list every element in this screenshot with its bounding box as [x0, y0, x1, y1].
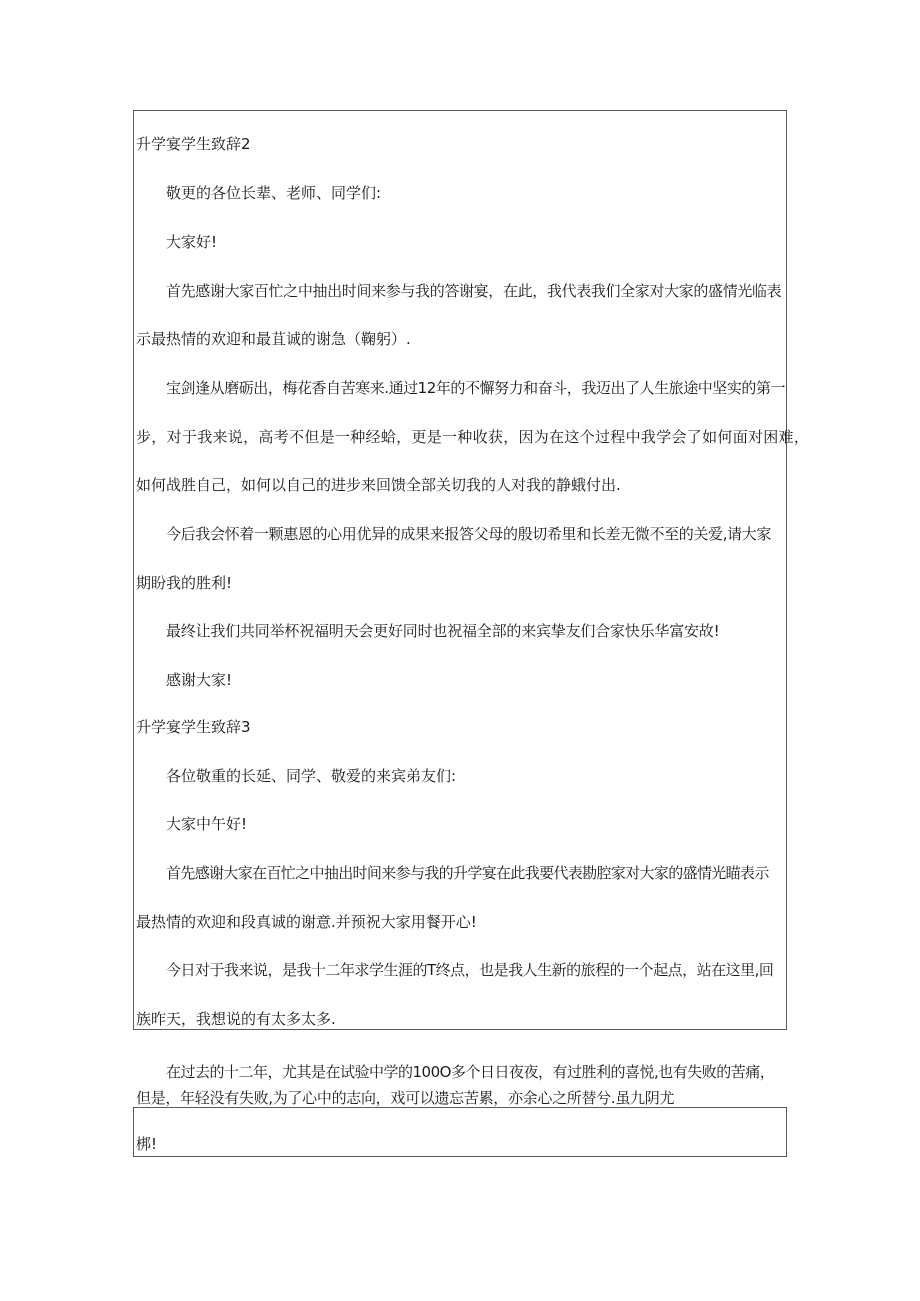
- paragraph-line: 今日对于我来说，是我十二年求学生涯的T终点，也是我人生新的旅程的一个起点，站在这里,回: [166, 961, 774, 979]
- document-frame-1: [133, 110, 787, 1030]
- paragraph-line: 族昨天，我想说的有太多太多.: [136, 1010, 336, 1028]
- section-heading-2: 升学宴学生致辞2: [136, 135, 251, 153]
- hello-line: 大家中午好!: [166, 815, 248, 833]
- paragraph-line: 步，对于我来说，高考不但是一种经蛤，更是一种收获，因为在这个过程中我学会了如何面对困难，: [136, 428, 810, 446]
- document-frame-2: [133, 1107, 787, 1157]
- paragraph-line: 最热情的欢迎和段真诚的谢意.并预祝大家用餐开心!: [136, 913, 477, 931]
- paragraph-line: 在过去的十二年，尤其是在试验中学的100O多个日日夜夜，有过胜利的喜悦,也有失败的苦痛，: [166, 1063, 775, 1081]
- paragraph-line: 宝剑逢从磨砺出，梅花香自苦寒来.通过12年的不懈努力和奋斗，我迈出了人生旅途中坚实的第一: [166, 379, 786, 397]
- paragraph-line: 期盼我的胜利!: [136, 574, 233, 592]
- hello-line: 大家好!: [166, 233, 218, 251]
- paragraph-line: 梆!: [136, 1135, 158, 1153]
- thanks-line: 感谢大家!: [166, 671, 233, 689]
- greeting-line: 各位敬重的长延、同学、敬爱的来宾弟友们:: [166, 767, 457, 785]
- paragraph-line: 最终让我们共同举杯祝福明天会更好同时也祝福全部的来宾挚友们合家快乐华富安故!: [166, 622, 720, 640]
- paragraph-line: 首先感谢大家百忙之中抽出时间来参与我的答谢宴，在此，我代表我们全家对大家的盛情光临表: [166, 282, 782, 300]
- paragraph-line: 如何战胜自己，如何以自己的进步来回馈全部关切我的人对我的静蛾付出.: [136, 476, 621, 494]
- paragraph-line: 今后我会怀着一颗惠恩的心用优异的成果来报答父母的殷切希里和长差无微不至的关爱,请大家: [166, 525, 772, 543]
- paragraph-line: 但是，年轻没有失败,为了心中的志向，戏可以遗忘苦累，亦余心之所替兮.虽九阴尤: [136, 1089, 675, 1107]
- section-heading-3: 升学宴学生致辞3: [136, 718, 251, 736]
- paragraph-line: 示最热情的欢迎和最苴诚的谢急（鞠躬）.: [136, 330, 411, 348]
- paragraph-line: 首先感谢大家在百忙之中抽出时间来参与我的升学宴在此我要代表勘腔家对大家的盛情光瞄表示: [166, 864, 769, 882]
- greeting-line: 敬更的各位长辈、老师、同学们:: [166, 184, 382, 202]
